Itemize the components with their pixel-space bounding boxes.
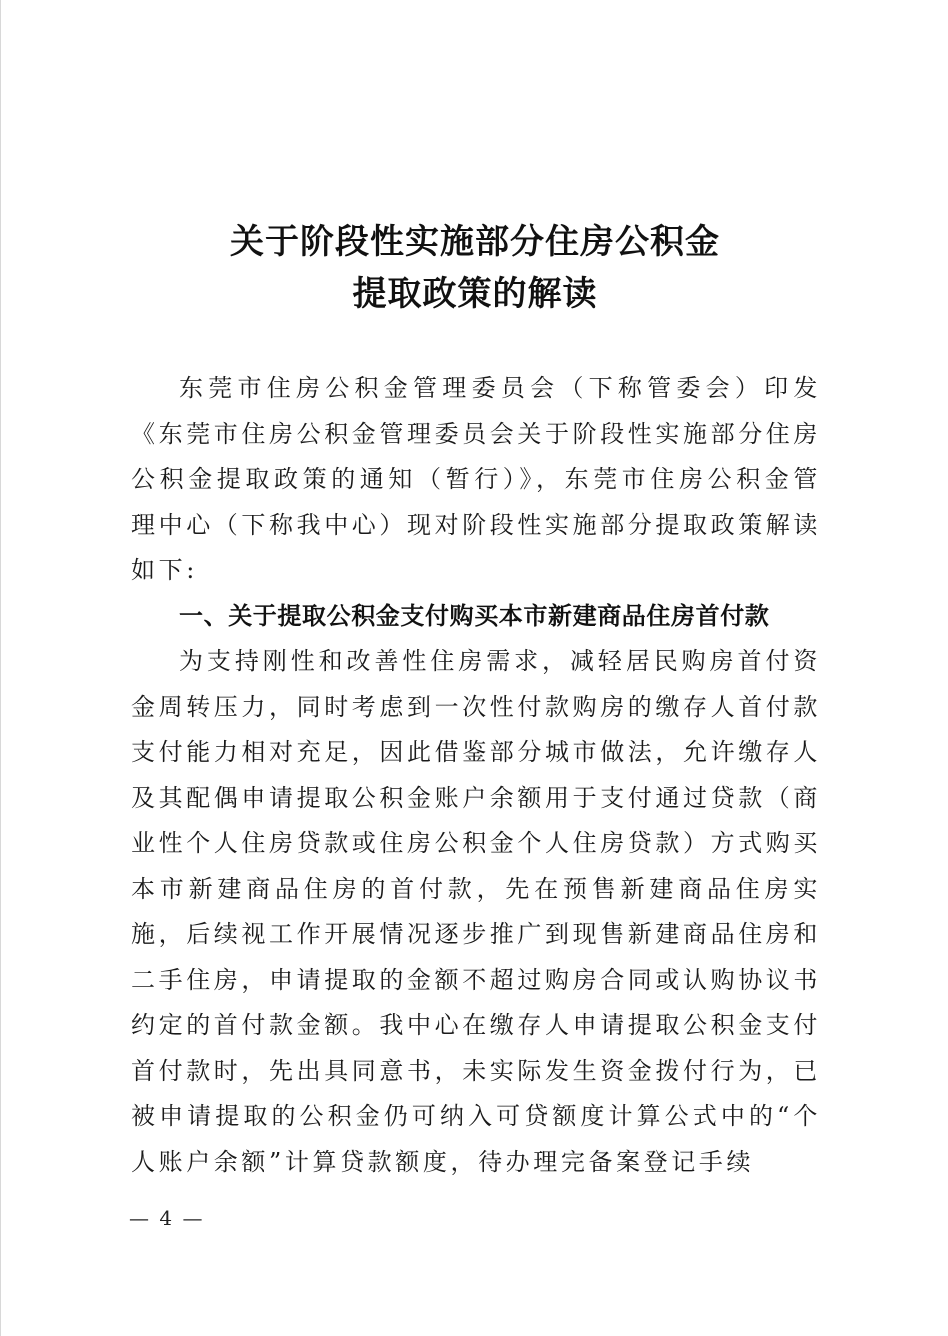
page-number: — 4 — bbox=[129, 1206, 205, 1230]
section-heading: 一、关于提取公积金支付购买本市新建商品住房首付款 bbox=[179, 601, 770, 630]
document-body bbox=[131, 366, 821, 1185]
intro-paragraph: 东莞市住房公积金管理委员会（下称管委会）印发《东莞市住房公积金管理委员会关于阶段性实施部分住房公积金提取政策的通知（暂行）》，东莞市住房公积金管理中心（下称我中心）现对阶段性实施部分提取政策解读如下: bbox=[131, 374, 821, 584]
title-line-1: 关于阶段性实施部分住房公积金 bbox=[230, 222, 720, 262]
title-line-2: 提取政策的解读 bbox=[352, 274, 598, 314]
section-paragraph: 为支持刚性和改善性住房需求，减轻居民购房首付资金周转压力，同时考虑到一次性付款购房的缴存人首付款支付能力相对充足，因此借鉴部分城市做法，允许缴存人及其配偶申请提取公积金账户余额用于支付通过贷款（商业性个人住房贷款或住房公积金个人住房贷款）方式购买本市新建商品住房的首付款，先在预售新建商品住房实施，后续视工作开展情况逐步推广到现售新建商品住房和二手住房，申请提取的金额不超过购房合同或认购协议书约定的首付款金额。我中心在缴存人申请提取公积金支付首付款时，先出具同意书，未实际发生资金拨付行为，已被申请提取的公积金仍可纳入可贷额度计算公式中的“个人账户余额”计算贷款额度，待办理完备案登记手续 bbox=[131, 647, 821, 1176]
document-title bbox=[1, 216, 948, 320]
